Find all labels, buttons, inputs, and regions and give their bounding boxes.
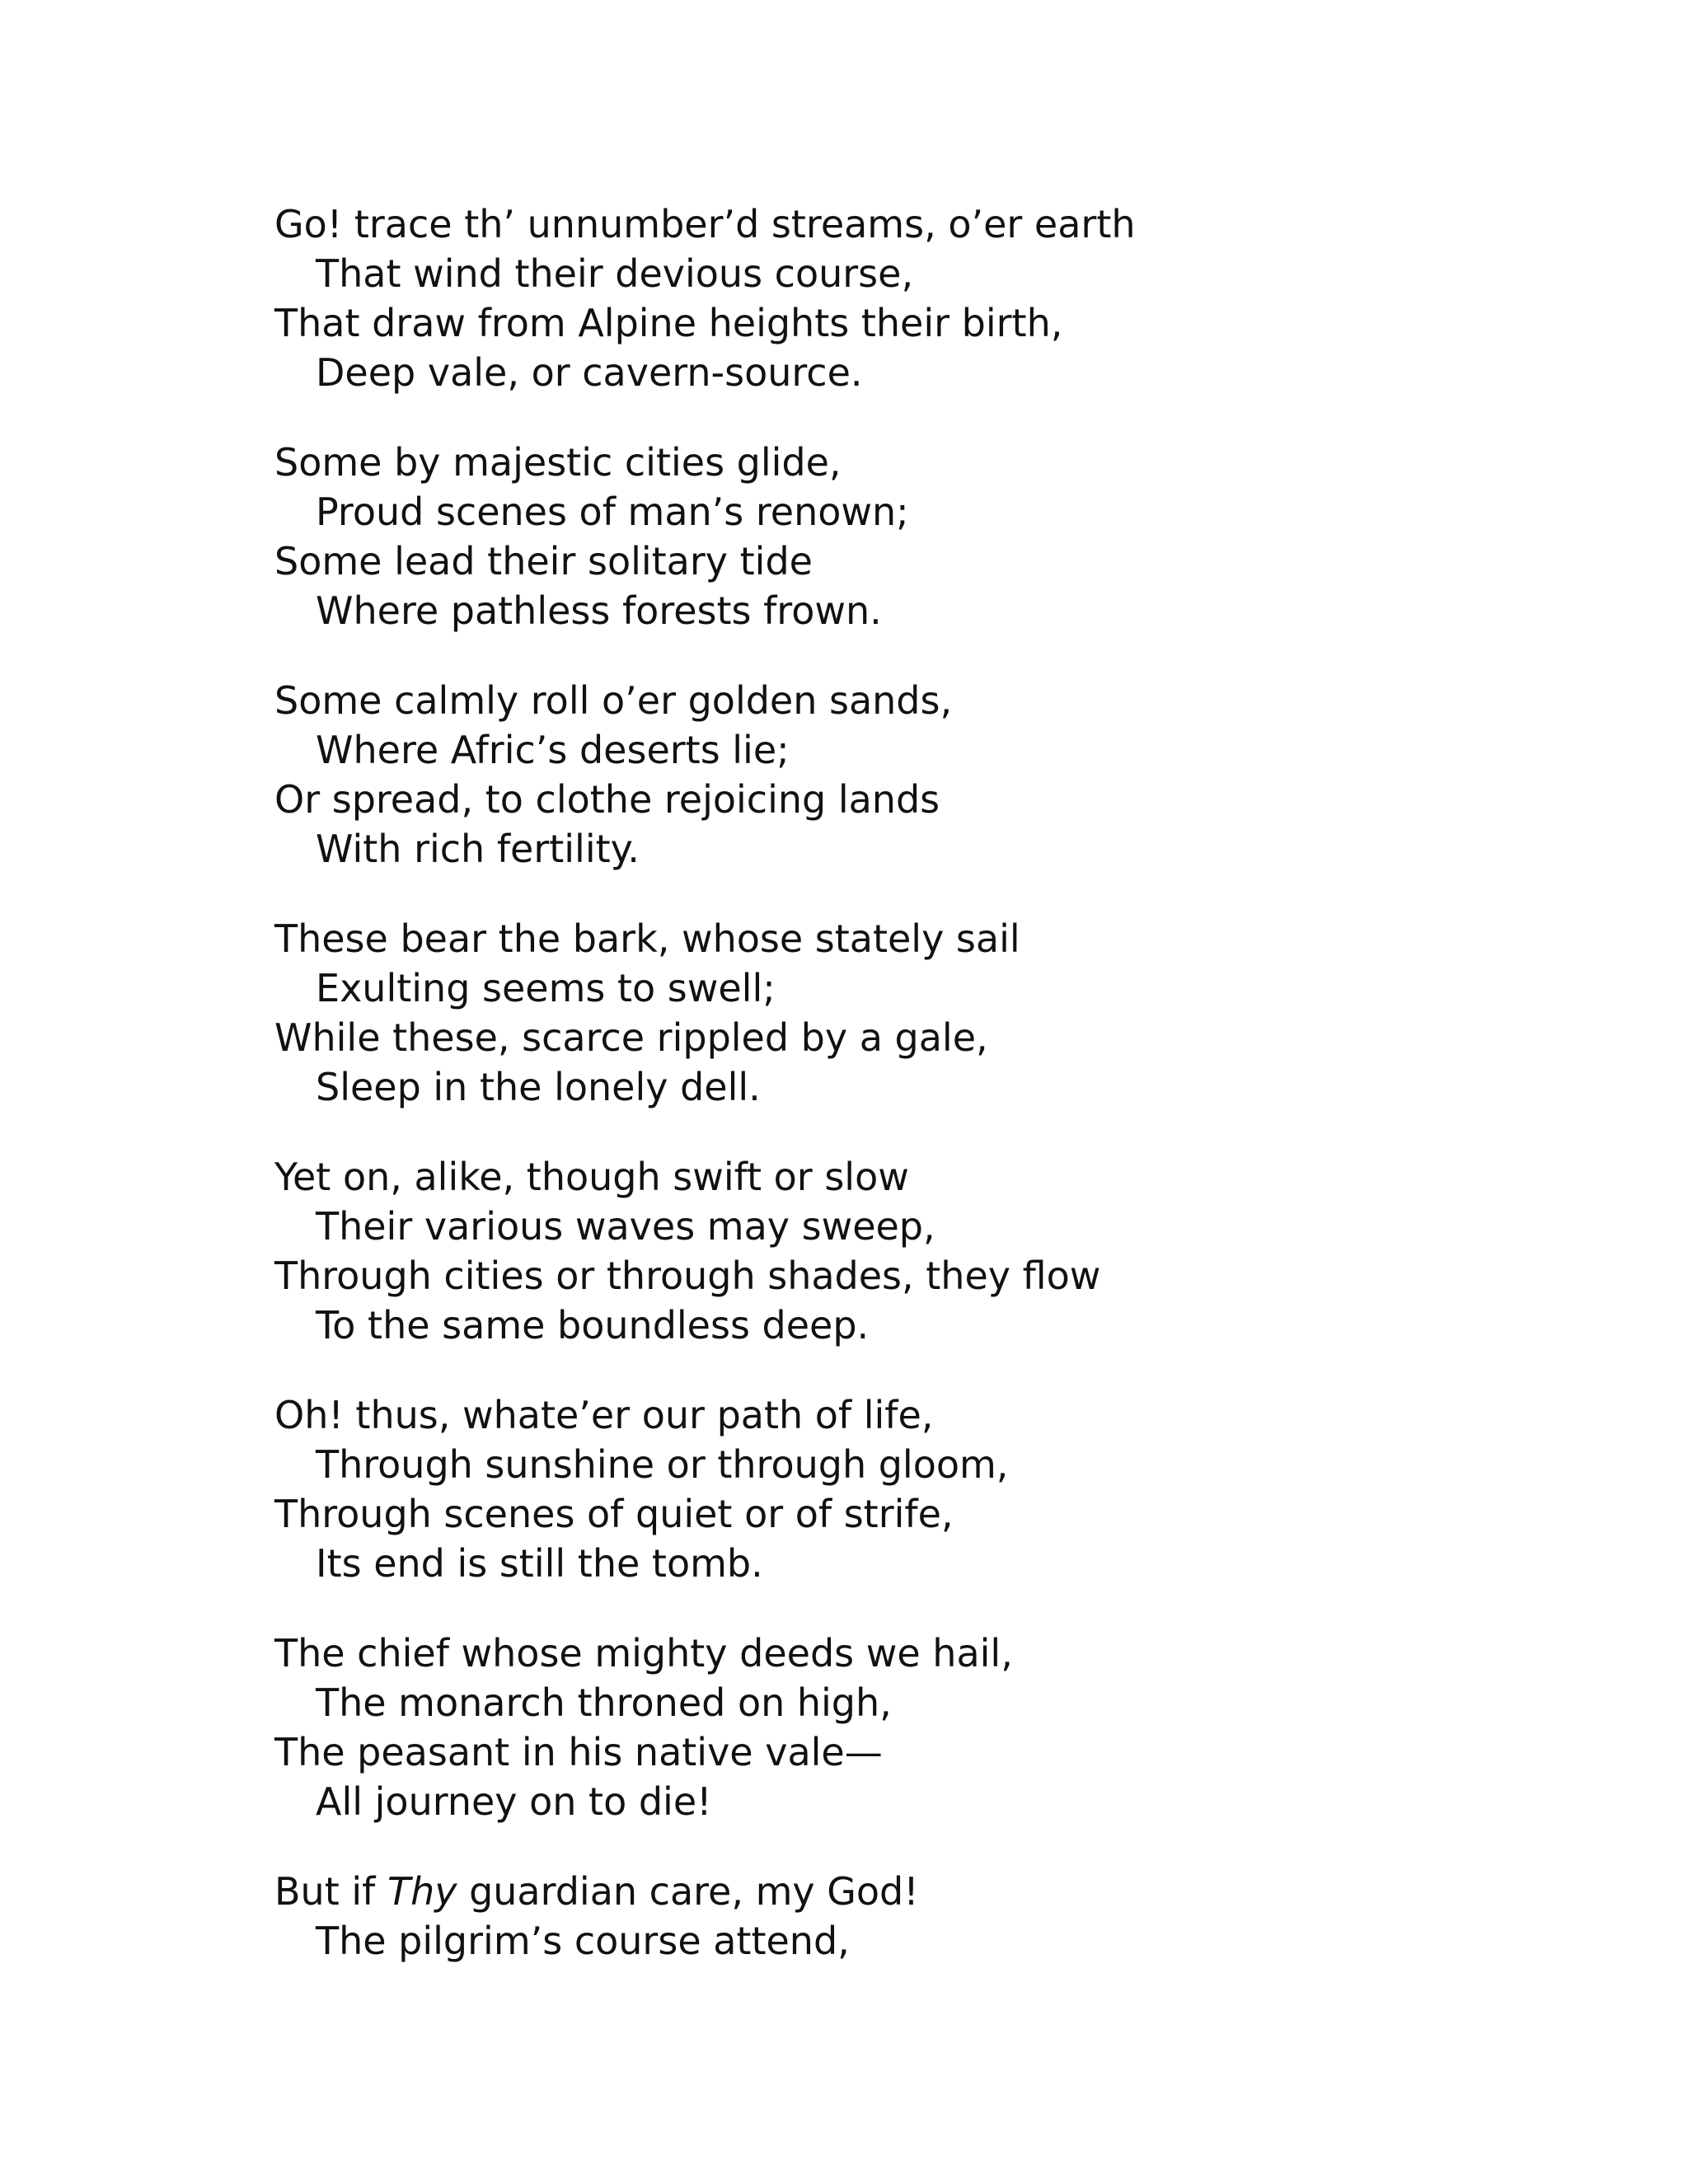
poem-line-indented: With rich fertility. bbox=[316, 827, 640, 871]
emphasized-word: Thy bbox=[387, 1869, 457, 1914]
poem-line: Go! trace th’ unnumber’d streams, o’er earth bbox=[274, 202, 1136, 246]
poem-line: Some lead their solitary tide bbox=[274, 539, 813, 583]
poem-line: The peasant in his native vale— bbox=[274, 1730, 883, 1774]
poem-line-indented: That wind their devious course, bbox=[316, 251, 914, 296]
poem-line-indented: Deep vale, or cavern-source. bbox=[316, 350, 863, 395]
poem-line: Some by majestic cities glide, bbox=[274, 440, 842, 485]
poem-line-indented: Proud scenes of man’s renown; bbox=[316, 490, 909, 534]
stanza bbox=[274, 676, 1511, 874]
poem-line-indented: To the same boundless deep. bbox=[316, 1303, 870, 1347]
poem-line: Yet on, alike, though swift or slow bbox=[274, 1155, 909, 1199]
poem-line-indented: All journey on to die! bbox=[316, 1779, 712, 1824]
poem-line: Through scenes of quiet or of strife, bbox=[274, 1492, 954, 1536]
line-text-before: But if bbox=[274, 1869, 387, 1914]
poem-line: That draw from Alpine heights their birth, bbox=[274, 301, 1063, 345]
stanza bbox=[274, 1867, 1511, 1966]
poem-line-indented: The monarch throned on high, bbox=[316, 1680, 892, 1725]
poem-line-indented: Where pathless forests frown. bbox=[316, 588, 882, 633]
stanza bbox=[274, 199, 1511, 397]
poem-line: Oh! thus, whate’er our path of life, bbox=[274, 1393, 934, 1437]
poem-line bbox=[274, 1867, 1511, 1916]
poem-line: While these, scarce rippled by a gale, bbox=[274, 1015, 988, 1060]
stanza bbox=[274, 438, 1511, 635]
poem-line: Or spread, to clothe rejoicing lands bbox=[274, 777, 940, 822]
poem-line: Some calmly roll o’er golden sands, bbox=[274, 678, 953, 723]
poem-line-indented: Sleep in the lonely dell. bbox=[316, 1065, 761, 1109]
line-text-after: guardian care, my God! bbox=[457, 1869, 919, 1914]
poem-line-indented: The pilgrim’s course attend, bbox=[316, 1919, 850, 1963]
poem-body bbox=[274, 199, 1511, 1966]
poem-line: These bear the bark, whose stately sail bbox=[274, 916, 1020, 961]
poem-line-indented: Through sunshine or through gloom, bbox=[316, 1442, 1009, 1487]
poem-line: Through cities or through shades, they flow bbox=[274, 1254, 1101, 1298]
poem-line-indented: Exulting seems to swell; bbox=[316, 966, 776, 1010]
stanza bbox=[274, 1390, 1511, 1588]
stanza bbox=[274, 914, 1511, 1112]
stanza bbox=[274, 1629, 1511, 1826]
poem-line-indented: Their various waves may sweep, bbox=[316, 1204, 935, 1249]
poem-line: The chief whose mighty deeds we hail, bbox=[274, 1631, 1013, 1675]
poem-line-indented: Where Afric’s deserts lie; bbox=[316, 728, 790, 772]
stanza bbox=[274, 1152, 1511, 1350]
poem-line-indented: Its end is still the tomb. bbox=[316, 1541, 763, 1586]
